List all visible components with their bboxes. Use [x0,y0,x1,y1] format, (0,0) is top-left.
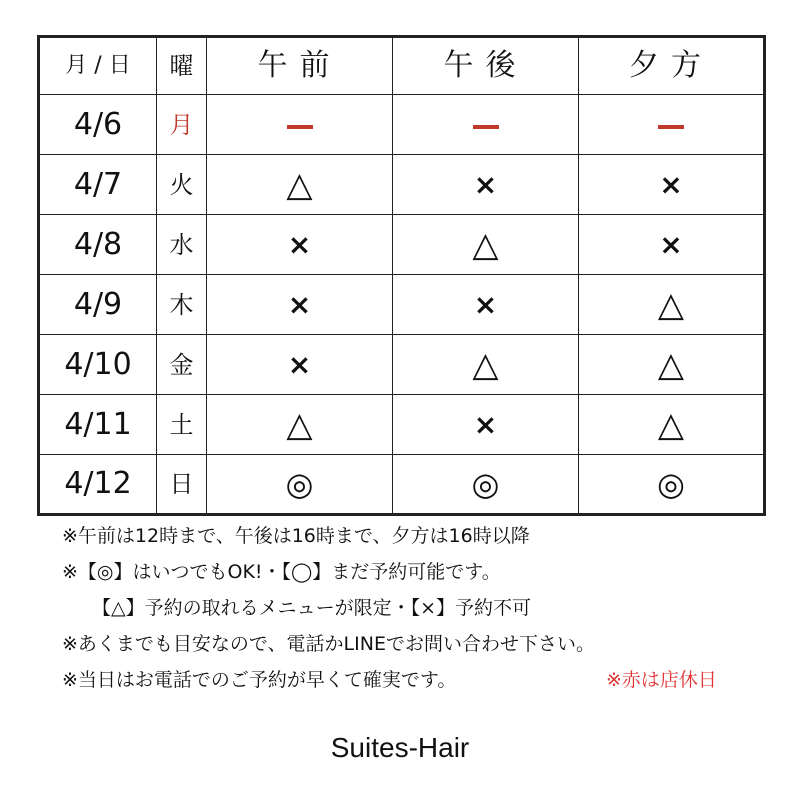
table-row [39,395,765,455]
slot-evening-tri-mark: △ [579,275,765,335]
header-weekday: 曜 [157,37,207,95]
table-row [39,275,765,335]
slot-afternoon-tri-mark: △ [393,215,579,275]
slot-morning-cross-mark: × [207,275,393,335]
row-weekday: 金 [157,335,207,395]
slot-morning-tri-mark: △ [207,155,393,215]
note-legend-2: 【△】予約の取れるメニューが限定・【×】予約不可 [92,597,532,619]
slot-morning-cross-mark: × [207,215,393,275]
note-hours: ※午前は12時まで、午後は16時まで、夕方は16時以降 [62,525,530,547]
row-date: 4/8 [39,215,157,275]
row-date: 4/9 [39,275,157,335]
table-row [39,455,765,515]
table-row [39,95,765,155]
table-row [39,215,765,275]
note-closed-legend: ※赤は店休日 [606,669,717,691]
header-evening: 夕方 [579,37,765,95]
slot-evening-cross-mark: × [579,215,765,275]
closed-dash-icon [287,125,313,129]
slot-evening-tri-mark: △ [579,395,765,455]
slot-morning-circ-mark: ◎ [207,455,393,515]
table-row [39,335,765,395]
slot-afternoon-tri-mark: △ [393,335,579,395]
note-contact: ※あくまでも目安なので、電話かLINEでお問い合わせ下さい。 [62,633,595,655]
closed-dash-icon [658,125,684,129]
slot-evening-circ-mark: ◎ [579,455,765,515]
slot-evening-tri-mark: △ [579,335,765,395]
note-legend-1: ※【◎】はいつでもOK!・【◯】まだ予約可能です。 [62,561,501,583]
row-weekday: 火 [157,155,207,215]
closed-dash-icon [473,125,499,129]
row-date: 4/11 [39,395,157,455]
row-weekday: 水 [157,215,207,275]
slot-morning-tri-mark: △ [207,395,393,455]
slot-evening-dash-mark [579,95,765,155]
slot-afternoon-cross-mark: × [393,275,579,335]
slot-morning-cross-mark: × [207,335,393,395]
slot-afternoon-dash-mark [393,95,579,155]
schedule-table [37,35,766,516]
note-sameday [62,662,762,698]
row-date: 4/7 [39,155,157,215]
header-afternoon: 午後 [393,37,579,95]
header-row [39,37,765,95]
brand-name: Suites-Hair [330,732,470,763]
slot-afternoon-circ-mark: ◎ [393,455,579,515]
header-date: 月 / 日 [39,37,157,95]
slot-evening-cross-mark: × [579,155,765,215]
row-date: 4/12 [39,455,157,515]
row-weekday: 月 [157,95,207,155]
note-sameday-text: ※当日はお電話でのご予約が早くて確実です。 [62,669,457,691]
row-weekday: 土 [157,395,207,455]
slot-afternoon-cross-mark: × [393,155,579,215]
row-date: 4/10 [39,335,157,395]
header-morning: 午前 [207,37,393,95]
row-weekday: 木 [157,275,207,335]
slot-morning-dash-mark [207,95,393,155]
notes [62,518,762,698]
row-date: 4/6 [39,95,157,155]
row-weekday: 日 [157,455,207,515]
slot-afternoon-cross-mark: × [393,395,579,455]
table-row [39,155,765,215]
